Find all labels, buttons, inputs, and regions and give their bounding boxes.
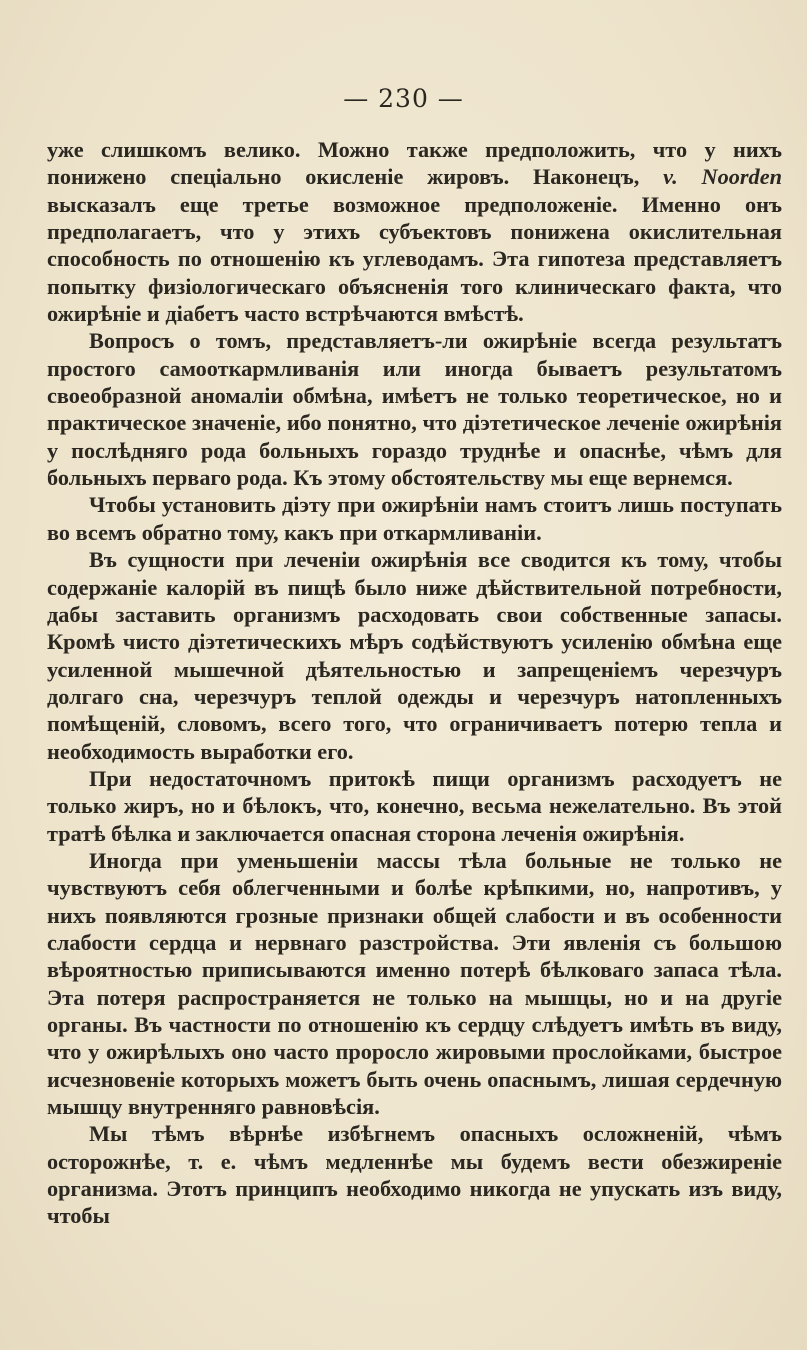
paragraph-7: Мы тѣмъ вѣрнѣе избѣгнемъ опасныхъ осложненій, чѣмъ осторожнѣе, т. е. чѣмъ медленнѣе мы будемъ вести обезжиреніе организма. Этотъ принципъ необходимо никогда не упускать изъ виду, чтобы — [47, 1121, 782, 1229]
paragraph-4: Въ сущности при леченіи ожирѣнія все сводится къ тому, чтобы содержаніе калорій въ пищѣ было ниже дѣйствительной потребности, дабы заставить организмъ расходовать свои собственные запасы. Кромѣ чисто діэтетическихъ мѣръ содѣйствуютъ усиленію обмѣна еще усиленной мышечной дѣятельностью и запрещеніемъ черезчуръ долгаго сна, черезчуръ теплой одежды и черезчуръ натопленныхъ помѣщеній, словомъ, всего того, что ограничиваетъ потерю тепла и необходимость выработки его. — [47, 547, 782, 764]
paragraph-1 — [47, 136, 782, 327]
paragraph-6: Иногда при уменьшеніи массы тѣла больные не только не чувствуютъ себя облегченными и болѣе крѣпкими, но, напротивъ, у нихъ появляются грозные признаки общей слабости и въ особенности слабости сердца и нервнаго разстройства. Эти явленія съ большою вѣроятностью приписываются именно потерѣ бѣлковаго запаса тѣла. Эта потеря распространяется не только на мышцы, но и на другіе органы. Въ частности по отношенію къ сердцу слѣдуетъ имѣть въ виду, что у ожирѣлыхъ оно часто проросло жировыми прослойками, быстрое исчезновеніе которыхъ можетъ быть очень опаснымъ, лишая сердечную мышцу внутренняго равновѣсія. — [47, 847, 782, 1120]
paragraph-1-text-a: уже слишкомъ велико. Можно также предположить, что у нихъ понижено спеціально окисленіе жировъ. Наконецъ, — [47, 137, 782, 190]
paragraph-3: Чтобы установить діэту при ожирѣніи намъ стоитъ лишь поступать во всемъ обратно тому, какъ при откармливаніи. — [47, 492, 782, 545]
author-name-noorden: v. Noorden — [663, 164, 782, 190]
paragraph-2: Вопросъ о томъ, представляетъ-ли ожирѣніе всегда результатъ простого самооткармливанія или иногда бываетъ результатомъ своеобразной аномаліи обмѣна, имѣетъ не только теоретическое, но и практическое значеніе, ибо понятно, что діэтетическое леченіе ожирѣнія у послѣдняго рода больныхъ гораздо труднѣе и опаснѣе, чѣмъ для больныхъ перваго рода. Къ этому обстоятельству мы еще вернемся. — [47, 328, 782, 491]
page-number: — 230 — — [343, 84, 464, 113]
paragraph-5: При недостаточномъ притокѣ пищи организмъ расходуетъ не только жиръ, но и бѣлокъ, что, конечно, весьма нежелательно. Въ этой тратѣ бѣлка и заключается опасная сторона леченія ожирѣнія. — [47, 765, 782, 846]
body-text — [47, 136, 782, 1230]
paragraph-1-text-b: высказалъ еще третье возможное предположеніе. Именно онъ предполагаетъ, что у этихъ субъектовъ понижена окислительная способность по отношенію къ углеводамъ. Эта гипотеза представляетъ попытку физіологическаго объясненія того клиническаго факта, что ожирѣніе и діабетъ часто встрѣчаются вмѣстѣ. — [47, 191, 782, 327]
